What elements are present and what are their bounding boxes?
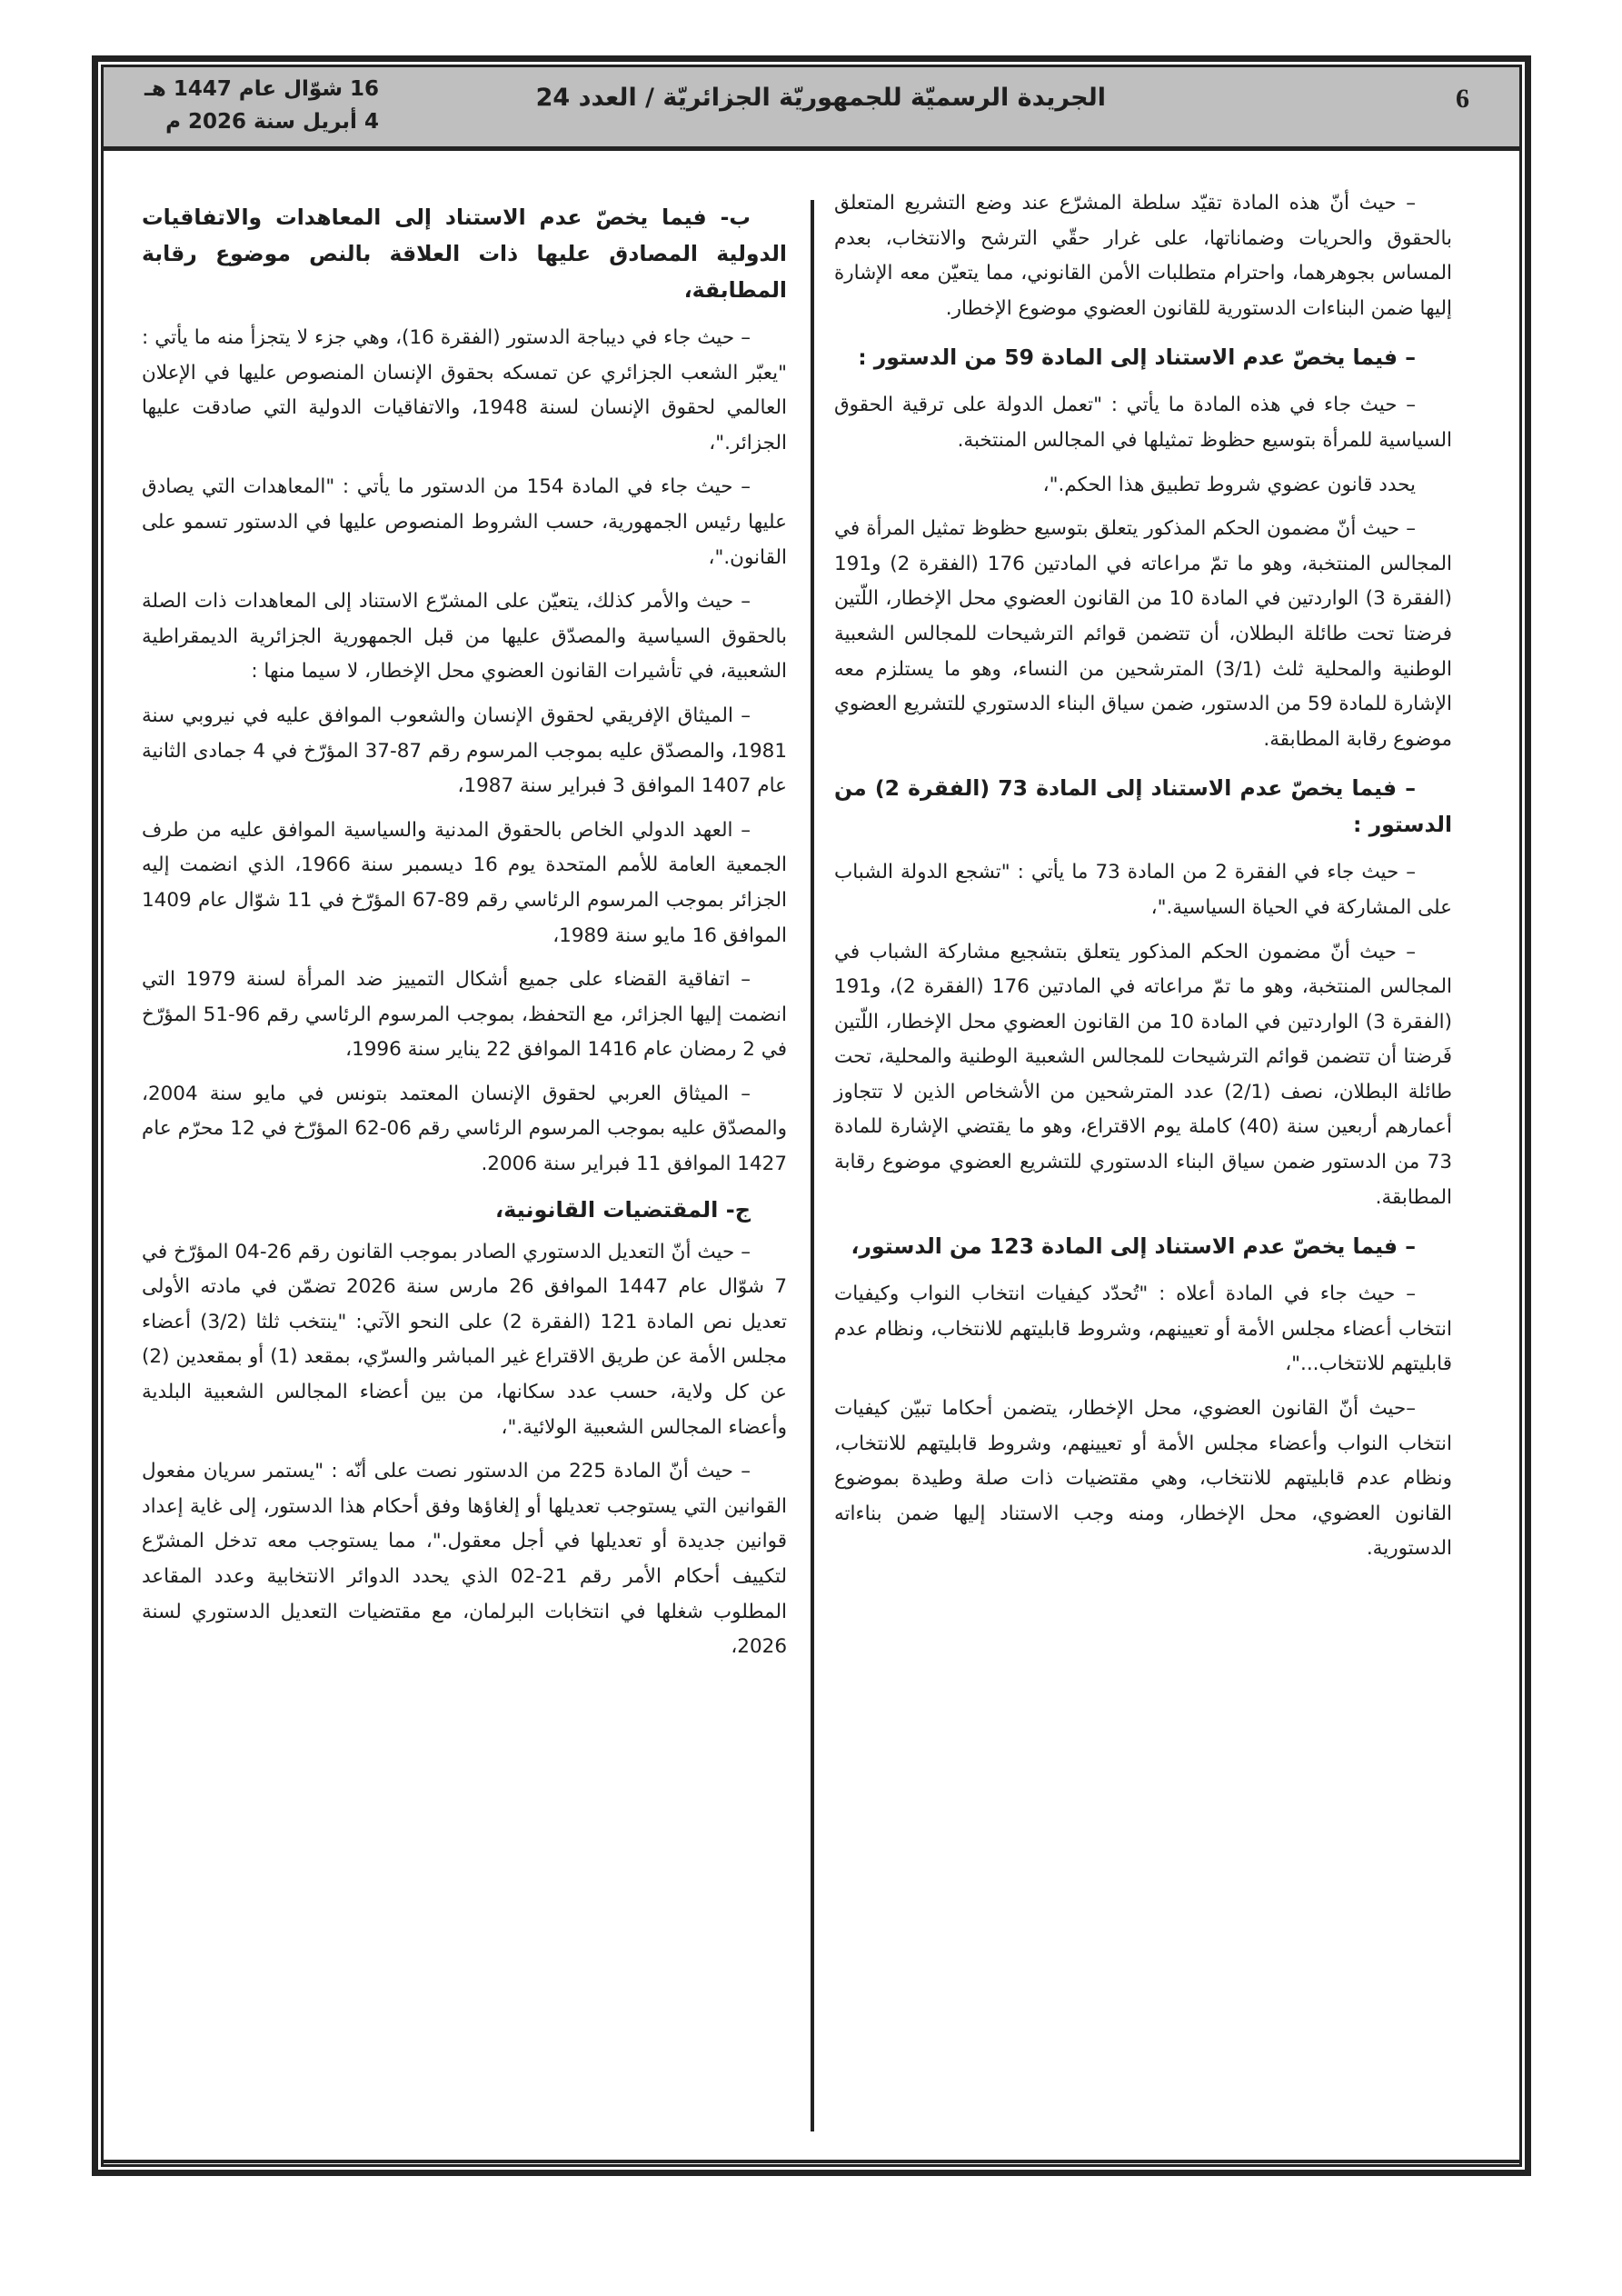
paragraph: – حيث جاء في الفقرة 2 من المادة 73 ما يأتي : "تشجع الدولة الشباب على المشاركة في الحياة السياسية."، bbox=[834, 861, 1452, 919]
date-hijri: 16 شوّال عام 1447 هـ bbox=[144, 77, 379, 101]
paragraph: –حيث أنّ القانون العضوي، محل الإخطار، يتضمن أحكاما تبيّن كيفيات انتخاب النواب وأعضاء مجلس الأمة أو تعيينهم، وشروط قابليتهم للانتخاب، ونظام عدم قابليتهم للانتخاب، وهي مقتضيات ذات صلة وطيدة بموضوع القانون العضوي، محل الإخطار، ومنه وجب الاستناد إليها ضمن بناءاته الدستورية. bbox=[834, 1397, 1452, 1561]
page-number: 6 bbox=[1456, 84, 1469, 114]
paragraph: – حيث جاء في المادة 154 من الدستور ما يأتي : "المعاهدات التي يصادق عليها رئيس الجمهورية، حسب الشروط المنصوص عليها في الدستور تسمو على القانون."، bbox=[142, 475, 787, 569]
right-column bbox=[834, 186, 1452, 1576]
paragraph: – حيث أنّ مضمون الحكم المذكور يتعلق بتشجيع مشاركة الشباب في المجالس المنتخبة، وهو ما تمّ مراعاته في المادتين 176 (الفقرة 2)، و191 (الفقرة 3) الواردتين في المادة 10 من القانون العضوي محل الإخطار، اللّتين فَرضتا أن تتضمن قوائم الترشيحات للمجالس الشعبية الوطنية والمحلية، تحت طائلة البطلان، نصف (2/1) عدد المترشحين من الأشخاص الذين لا تتجاوز أعمارهم أربعين سنة (40) كاملة يوم الاقتراع، وهو ما يقتضي الإشارة للمادة 73 من الدستور ضمن سياق البناء الدستوري للتشريع العضوي موضوع رقابة المطابقة. bbox=[834, 940, 1453, 1209]
section-heading: – فيما يخصّ عدم الاستناد إلى المادة 123 من الدستور، bbox=[851, 1233, 1416, 1260]
paragraph: – حيث جاء في هذه المادة ما يأتي : "تعمل الدولة على ترقية الحقوق السياسية للمرأة بتوسيع حظوظ تمثيلها في المجالس المنتخبة. bbox=[834, 394, 1452, 452]
list-item: – الميثاق الإفريقي لحقوق الإنسان والشعوب الموافق عليه في نيروبي سنة 1981، والمصدّق عليه بموجب المرسوم رقم 87-37 المؤرّخ في 4 جمادى الثانية عام 1407 الموافق 3 فبراير سنة 1987، bbox=[142, 704, 788, 798]
bottom-rule bbox=[104, 2160, 1519, 2163]
section-subheading: ج- المقتضيات القانونية، bbox=[494, 1196, 751, 1223]
section-heading: – فيما يخصّ عدم الاستناد إلى المادة 73 (الفقرة 2) من الدستور : bbox=[834, 775, 1452, 838]
paragraph: – حيث أنّ هذه المادة تقيّد سلطة المشرّع عند وضع التشريع المتعلق بالحقوق والحريات وضماناتها، على غرار حقّي الترشح والانتخاب، بعدم المساس بجوهرهما، واحترام متطلبات الأمن القانوني، مما يتعيّن معه الإشارة إليها ضمن البناءات الدستورية للقانون العضوي موضوع الإخطار. bbox=[834, 192, 1452, 320]
page-header bbox=[104, 67, 1519, 151]
column-divider bbox=[811, 200, 814, 2131]
section-heading: – فيما يخصّ عدم الاستناد إلى المادة 59 من الدستور : bbox=[858, 344, 1416, 371]
paragraph: – حيث والأمر كذلك، يتعيّن على المشرّع الاستناد إلى المعاهدات ذات الصلة بالحقوق السياسية والمصدّق عليها من قبل الجمهورية الجزائرية الديمقراطية الشعبية، في تأشيرات القانون العضوي محل الإخطار، لا سيما منها : bbox=[142, 590, 787, 684]
date-gregorian: 4 أبريل سنة 2026 م bbox=[165, 110, 379, 134]
paragraph: – حيث أنّ التعديل الدستوري الصادر بموجب القانون رقم 26-04 المؤرّخ في 7 شوّال عام 1447 الموافق 26 مارس سنة 2026 تضمّن في مادته الأولى تعديل نص المادة 121 (الفقرة 2) على النحو الآتي: "ينتخب ثلثا (3/2) أعضاء مجلس الأمة عن طريق الاقتراع غير المباشر والسرّي، بمقعد (1) أو بمقعدين (2) عن كل ولاية، حسب عدد سكانها، من بين أعضاء المجالس الشعبية البلدية وأعضاء المجالس الشعبية الولائية."، bbox=[142, 1240, 787, 1439]
list-item: – اتفاقية القضاء على جميع أشكال التمييز ضد المرأة لسنة 1979 التي انضمت إليها الجزائر، مع التحفظ، بموجب المرسوم الرئاسي رقم 96-51 المؤرّخ في 2 رمضان عام 1416 الموافق 22 يناير سنة 1996، bbox=[142, 968, 787, 1062]
section-heading: ب- فيما يخصّ عدم الاستناد إلى المعاهدات والاتفاقيات الدولية المصادق عليها ذات العلاقة بالنص موضوع رقابة المطابقة، bbox=[142, 205, 787, 303]
paragraph: – حيث أنّ مضمون الحكم المذكور يتعلق بتوسيع حظوظ تمثيل المرأة في المجالس المنتخبة، وهو ما تمّ مراعاته في المادتين 176 (الفقرة 2) و191 (الفقرة 3) الواردتين في المادة 10 من القانون العضوي محل الإخطار، اللّتين فرضتا تحت طائلة البطلان، أن تتضمن قوائم الترشيحات للمجالس الشعبية الوطنية والمحلية ثلث (3/1) المترشحين من النساء، وهو ما يستلزم معه الإشارة للمادة 59 من الدستور، ضمن سياق البناء الدستوري للتشريع العضوي موضوع رقابة المطابقة. bbox=[834, 517, 1453, 751]
list-item: – الميثاق العربي لحقوق الإنسان المعتمد بتونس في مايو سنة 2004، والمصدّق عليه بموجب المرسوم الرئاسي رقم 06-62 المؤرّخ في 12 محرّم عام 1427 الموافق 11 فبراير سنة 2006. bbox=[142, 1082, 787, 1176]
list-item: – العهد الدولي الخاص بالحقوق المدنية والسياسية الموافق عليه من طرف الجمعية العامة للأمم المتحدة يوم 16 ديسمبر سنة 1966، الذي انضمت إليه الجزائر بموجب المرسوم الرئاسي رقم 89-67 المؤرّخ في 11 شوّال عام 1409 الموافق 16 مايو سنة 1989، bbox=[142, 818, 788, 947]
gazette-title: الجريدة الرسميّة للجمهوريّة الجزائريّة / العدد 24 bbox=[535, 84, 1106, 112]
paragraph: يحدد قانون عضوي شروط تطبيق هذا الحكم."، bbox=[1042, 473, 1416, 496]
paragraph: – حيث أنّ المادة 225 من الدستور نصت على أنّه : "يستمر سريان مفعول القوانين التي يستوجب تعديلها أو إلغاؤها وفق أحكام هذا الدستور، إلى غاية إعداد قوانين جديدة أو تعديلها في أجل معقول."، مما يستوجب معه تدخل المشرّع لتكييف أحكام الأمر رقم 21-02 الذي يحدد الدوائر الانتخابية وعدد المقاعد المطلوب شغلها في انتخابات البرلمان، مع مقتضيات التعديل الدستوري لسنة 2026، bbox=[142, 1460, 787, 1659]
paragraph: – حيث جاء في ديباجة الدستور (الفقرة 16)، وهي جزء لا يتجزأ منه ما يأتي : "يعبّر الشعب الجزائري عن تمسكه بحقوق الإنسان المنصوص عليها في الإعلان العالمي لحقوق الإنسان لسنة 1948، والاتفاقيات الدولية التي صادقت عليها الجزائر."، bbox=[142, 326, 787, 454]
issue-date bbox=[144, 73, 379, 138]
paragraph: – حيث جاء في المادة أعلاه : "تُحدّد كيفيات انتخاب النواب وكيفيات انتخاب أعضاء مجلس الأمة أو تعيينهم، وشروط قابليتهم للانتخاب، ونظام عدم قابليتهم للانتخاب..."، bbox=[834, 1283, 1452, 1376]
left-column bbox=[142, 186, 787, 1674]
